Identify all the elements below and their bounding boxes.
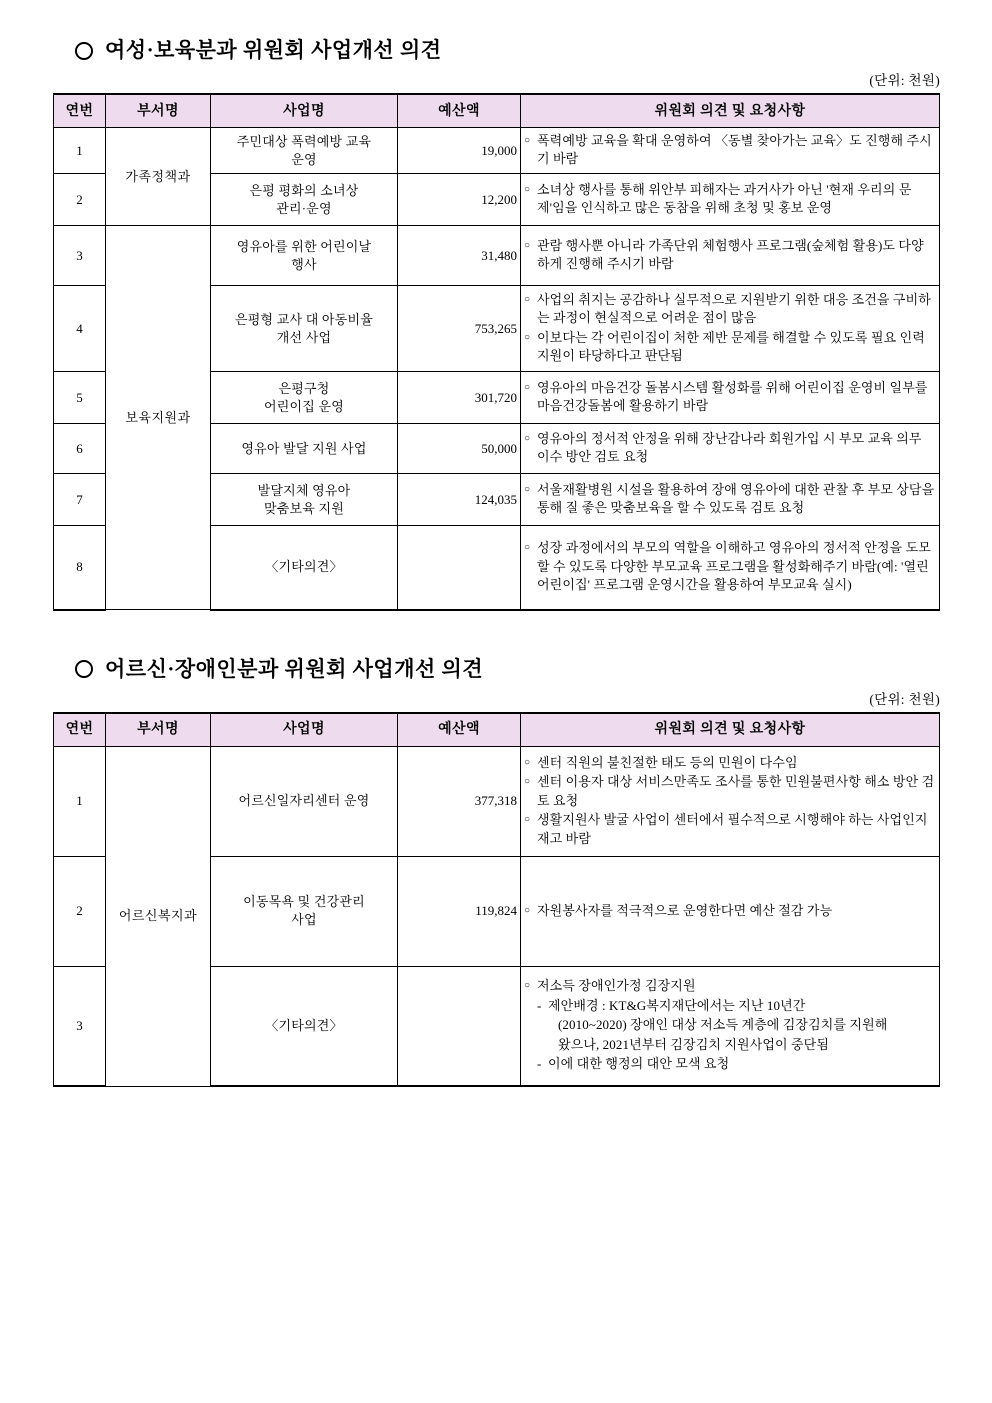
- budget-amount: 119,824: [398, 856, 521, 966]
- circle-bullet-icon: [75, 42, 93, 60]
- budget-amount: [398, 526, 521, 610]
- opinion-table: [53, 712, 940, 1088]
- committee-opinion: [521, 856, 940, 966]
- committee-opinion: [521, 424, 940, 474]
- budget-amount: 12,200: [398, 174, 521, 226]
- opinion-list: [524, 481, 936, 518]
- opinion-item: ○ 센터 직원의 불친절한 태도 등의 민원이 다수임: [524, 754, 936, 772]
- opinion-item: ○ 저소득 장애인가정 김장지원: [524, 977, 936, 995]
- row-number: 8: [54, 526, 106, 610]
- program-name: 영유아를 위한 어린이날 행사: [211, 226, 398, 286]
- row-number: 7: [54, 474, 106, 526]
- opinion-list: [524, 291, 936, 366]
- column-header: 예산액: [398, 713, 521, 747]
- budget-amount: 50,000: [398, 424, 521, 474]
- committee-opinion: [521, 474, 940, 526]
- committee-opinion: [521, 174, 940, 226]
- opinion-item: ○ 생활지원사 발굴 사업이 센터에서 필수적으로 시행해야 하는 사업인지 재고 바람: [524, 811, 936, 848]
- opinion-item: ○ 센터 이용자 대상 서비스만족도 조사를 통한 민원불편사항 해소 방안 검토 요청: [524, 773, 936, 810]
- program-name: 은평구청 어린이집 운영: [211, 372, 398, 424]
- budget-amount: 19,000: [398, 128, 521, 174]
- row-number: 1: [54, 746, 106, 856]
- opinion-list: [524, 132, 936, 169]
- row-number: 4: [54, 286, 106, 372]
- committee-opinion: [521, 128, 940, 174]
- column-header: 부서명: [106, 94, 211, 128]
- opinion-item: ○ 소녀상 행사를 통해 위안부 피해자는 과거사가 아닌 '현재 우리의 문제'임을 인식하고 많은 동참을 위해 초청 및 홍보 운영: [524, 181, 936, 218]
- committee-opinion: [521, 966, 940, 1086]
- committee-opinion: [521, 372, 940, 424]
- opinion-item: ○ 영유아의 정서적 안정을 위해 장난감나라 회원가입 시 부모 교육 의무 이수 방안 검토 요청: [524, 430, 936, 467]
- section-2: [53, 657, 942, 1088]
- opinion-list: [524, 237, 936, 274]
- opinion-item: ○ 폭력예방 교육을 확대 운영하여 〈동별 찾아가는 교육〉도 진행해 주시기 바람: [524, 132, 936, 169]
- column-header: 연번: [54, 94, 106, 128]
- opinion-list: [524, 977, 936, 1073]
- program-name: 주민대상 폭력예방 교육 운영: [211, 128, 398, 174]
- budget-amount: 377,318: [398, 746, 521, 856]
- table-row: [54, 128, 940, 174]
- program-name: 이동목욕 및 건강관리 사업: [211, 856, 398, 966]
- department-name: 가족정책과: [106, 128, 211, 226]
- program-name: 어르신일자리센터 운영: [211, 746, 398, 856]
- opinion-list: [524, 539, 936, 594]
- section-heading-text: 여성·보육분과 위원회 사업개선 의견: [105, 38, 442, 62]
- column-header: 사업명: [211, 713, 398, 747]
- department-name: 보육지원과: [106, 226, 211, 610]
- row-number: 2: [54, 856, 106, 966]
- opinion-list: [524, 379, 936, 416]
- budget-amount: [398, 966, 521, 1086]
- row-number: 3: [54, 966, 106, 1086]
- section-heading: [75, 38, 942, 63]
- column-header: 위원회 의견 및 요청사항: [521, 94, 940, 128]
- column-header: 사업명: [211, 94, 398, 128]
- column-header: 부서명: [106, 713, 211, 747]
- program-name: 〈기타의견〉: [211, 966, 398, 1086]
- table-row: [54, 226, 940, 286]
- budget-amount: 124,035: [398, 474, 521, 526]
- opinion-item: ○ 관람 행사뿐 아니라 가족단위 체험행사 프로그램(숲체험 활용)도 다양하게 진행해 주시기 바람: [524, 237, 936, 274]
- opinion-item: ○ 이보다는 각 어린이집이 처한 제반 문제를 해결할 수 있도록 필요 인력 지원이 타당하다고 판단됨: [524, 329, 936, 366]
- section-1: [53, 38, 942, 611]
- row-number: 1: [54, 128, 106, 174]
- unit-note: (단위: 천원): [869, 73, 940, 89]
- table-header-row: [54, 94, 940, 128]
- row-number: 6: [54, 424, 106, 474]
- opinion-list: [524, 754, 936, 848]
- column-header: 연번: [54, 713, 106, 747]
- program-name: 은평 평화의 소녀상 관리·운영: [211, 174, 398, 226]
- column-header: 예산액: [398, 94, 521, 128]
- committee-opinion: [521, 226, 940, 286]
- opinion-item: - 제안배경 : KT&G복지재단에서는 지난 10년간: [524, 997, 936, 1015]
- committee-opinion: [521, 526, 940, 610]
- committee-opinion: [521, 746, 940, 856]
- row-number: 3: [54, 226, 106, 286]
- row-number: 2: [54, 174, 106, 226]
- program-name: 은평형 교사 대 아동비율 개선 사업: [211, 286, 398, 372]
- program-name: 〈기타의견〉: [211, 526, 398, 610]
- table-header-row: [54, 713, 940, 747]
- program-name: 영유아 발달 지원 사업: [211, 424, 398, 474]
- table-row: [54, 746, 940, 856]
- department-name: 어르신복지과: [106, 746, 211, 1086]
- opinion-list: [524, 181, 936, 218]
- committee-opinion: [521, 286, 940, 372]
- budget-amount: 301,720: [398, 372, 521, 424]
- budget-amount: 753,265: [398, 286, 521, 372]
- opinion-list: [524, 902, 936, 920]
- column-header: 위원회 의견 및 요청사항: [521, 713, 940, 747]
- budget-amount: 31,480: [398, 226, 521, 286]
- opinion-item: (2010~2020) 장애인 대상 저소득 계층에 김장김치를 지원해: [558, 1017, 888, 1033]
- section-heading-text: 어르신·장애인분과 위원회 사업개선 의견: [105, 656, 484, 681]
- sections-container: [53, 38, 942, 1087]
- row-number: 5: [54, 372, 106, 424]
- opinion-item: ○ 영유아의 마음건강 돌봄시스템 활성화를 위해 어린이집 운영비 일부를 마음건강돌봄에 활용하기 바람: [524, 379, 936, 416]
- unit-note: (단위: 천원): [869, 691, 940, 707]
- opinion-item: ○ 사업의 취지는 공감하나 실무적으로 지원받기 위한 대응 조건을 구비하는 과정이 현실적으로 어려운 점이 많음: [524, 291, 936, 328]
- opinion-list: [524, 430, 936, 467]
- opinion-item: ○ 자원봉사자를 적극적으로 운영한다면 예산 절감 가능: [524, 902, 936, 920]
- opinion-item: ○ 성장 과정에서의 부모의 역할을 이해하고 영유아의 정서적 안정을 도모할 수 있도록 다양한 부모교육 프로그램을 활성화해주기 바람(예: '열린어린이집' 프로그램 운영시간을 활용하여 부모교육 실시): [524, 539, 936, 594]
- program-name: 발달지체 영유아 맞춤보육 지원: [211, 474, 398, 526]
- opinion-item: ○ 서울재활병원 시설을 활용하여 장애 영유아에 대한 관찰 후 부모 상담을 통해 질 좋은 맞춤보육을 할 수 있도록 검토 요청: [524, 481, 936, 518]
- opinion-table: [53, 93, 940, 611]
- section-heading: [75, 657, 942, 682]
- opinion-item: - 이에 대한 행정의 대안 모색 요청: [524, 1055, 936, 1073]
- opinion-item: 왔으나, 2021년부터 김장김치 지원사업이 중단됨: [558, 1036, 829, 1052]
- circle-bullet-icon: [75, 660, 93, 678]
